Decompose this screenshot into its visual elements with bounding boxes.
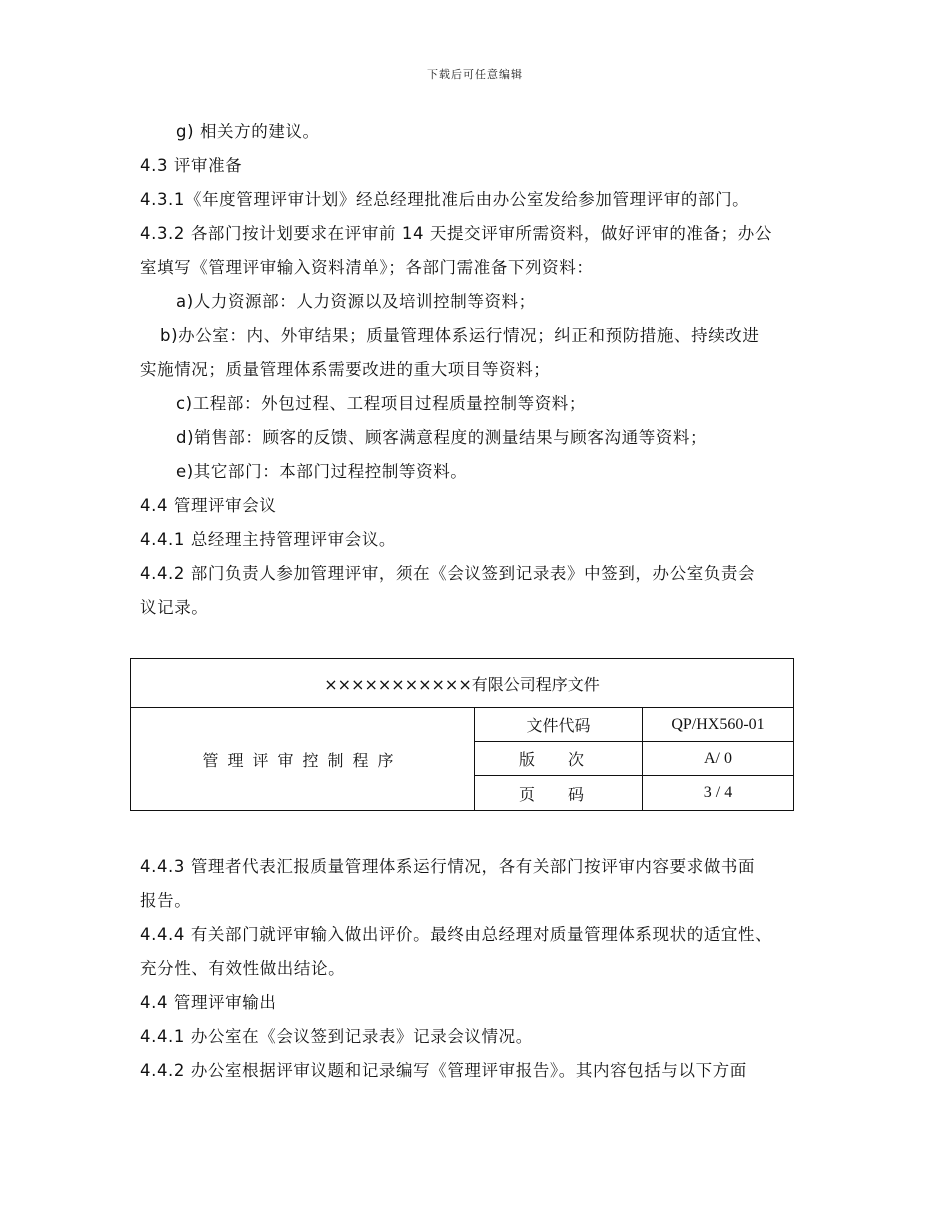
- paragraph-4-4-3: 4.4.3 管理者代表汇报质量管理体系运行情况，各有关部门按评审内容要求做书面: [140, 857, 756, 876]
- list-item-e: e)其它部门：本部门过程控制等资料。: [176, 462, 468, 481]
- page-number-value: 3 / 4: [643, 776, 794, 811]
- doc-code-value: QP/HX560-01: [643, 708, 794, 742]
- paragraph-4-3-2: 4.3.2 各部门按计划要求在评审前 14 天提交评审所需资料，做好评审的准备；办公: [140, 224, 772, 243]
- paragraph-4-4-2: 4.4.2 部门负责人参加管理评审，须在《会议签到记录表》中签到，办公室负责会: [140, 564, 756, 583]
- paragraph-output-4-4-2: 4.4.2 办公室根据评审议题和记录编写《管理评审报告》。其内容包括与以下方面: [140, 1061, 747, 1080]
- paragraph-output-4-4-1: 4.4.1 办公室在《会议签到记录表》记录会议情况。: [140, 1027, 533, 1046]
- list-item-g: g) 相关方的建议。: [176, 122, 320, 141]
- paragraph-4-3-2-cont: 室填写《管理评审输入资料清单》；各部门需准备下列资料：: [140, 258, 594, 277]
- list-item-d: d)销售部：顾客的反馈、顾客满意程度的测量结果与顾客沟通等资料；: [176, 428, 708, 447]
- section-heading-4-4: 4.4 管理评审会议: [140, 496, 277, 515]
- page-number-label: 页 码: [475, 776, 643, 811]
- list-item-b-cont: 实施情况；质量管理体系需要改进的重大项目等资料；: [140, 360, 551, 379]
- list-item-c: c)工程部：外包过程、工程项目过程质量控制等资料；: [176, 394, 587, 413]
- paragraph-4-4-1: 4.4.1 总经理主持管理评审会议。: [140, 530, 397, 549]
- section-heading-4-3: 4.3 评审准备: [140, 156, 243, 175]
- paragraph-4-4-2-cont: 议记录。: [140, 598, 209, 617]
- version-label: 版 次: [475, 742, 643, 776]
- paragraph-4-4-3-cont: 报告。: [140, 891, 192, 910]
- list-item-a: a)人力资源部：人力资源以及培训控制等资料；: [176, 292, 536, 311]
- list-item-b: b)办公室：内、外审结果；质量管理体系运行情况；纠正和预防措施、持续改进: [160, 326, 760, 345]
- company-title: ×××××××××××有限公司程序文件: [131, 659, 794, 708]
- doc-code-label: 文件代码: [475, 708, 643, 742]
- version-value: A/ 0: [643, 742, 794, 776]
- page-header-note: 下载后可任意编辑: [427, 68, 523, 81]
- paragraph-4-4-4-cont: 充分性、有效性做出结论。: [140, 959, 346, 978]
- document-control-table: [130, 658, 794, 811]
- paragraph-4-4-4: 4.4.4 有关部门就评审输入做出评价。最终由总经理对质量管理体系现状的适宜性、: [140, 925, 773, 944]
- procedure-name: 管理评审控制程序: [131, 708, 475, 811]
- section-heading-4-4-output: 4.4 管理评审输出: [140, 993, 277, 1012]
- paragraph-4-3-1: 4.3.1《年度管理评审计划》经总经理批准后由办公室发给参加管理评审的部门。: [140, 190, 750, 209]
